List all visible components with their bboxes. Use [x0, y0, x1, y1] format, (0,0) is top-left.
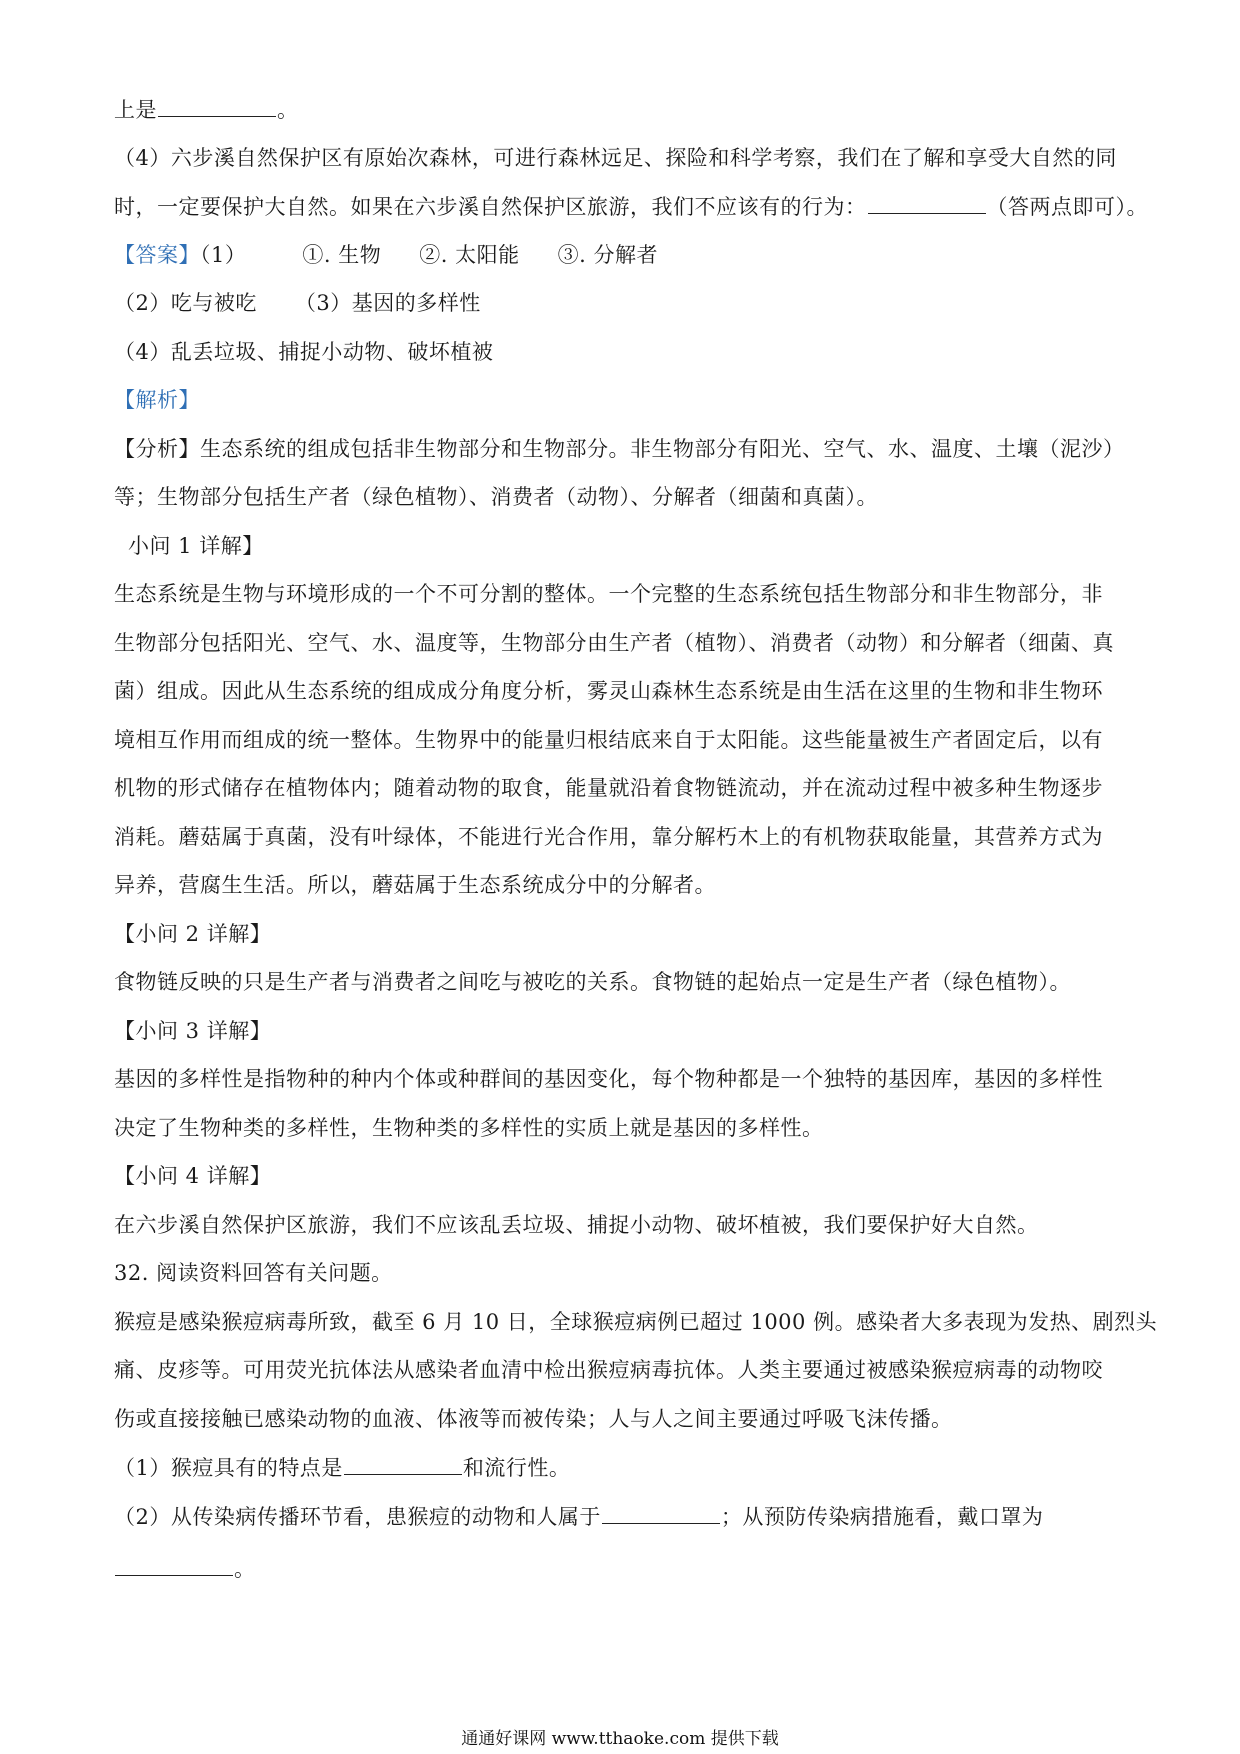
text-line: 痛、皮疹等。可用荧光抗体法从感染者血清中检出猴痘病毒抗体。人类主要通过被感染猴痘病毒的动物咬 — [114, 1358, 1103, 1382]
text-line: 生物部分包括阳光、空气、水、温度等，生物部分由生产者（植物）、消费者（动物）和分解者（细菌、真 — [114, 630, 1114, 655]
question-title: 32. 阅读资料回答有关问题。 — [114, 1261, 393, 1285]
text-line: 伤或直接接触已感染动物的血液、体液等而被传染；人与人之间主要通过呼吸飞沫传播。 — [114, 1406, 953, 1431]
text: 和流行性。 — [462, 1456, 571, 1480]
page-footer: 通通好课网 www.tthaoke.com 提供下载 — [461, 1729, 779, 1749]
text-line — [114, 96, 1134, 122]
question-line — [114, 1503, 1134, 1529]
text-line: 在六步溪自然保护区旅游，我们不应该乱丢垃圾、捕捉小动物、破坏植被，我们要保护好大自然。 — [114, 1212, 1039, 1237]
text: （答两点即可）。 — [986, 195, 1148, 219]
text: 上是 — [114, 98, 157, 122]
section-heading: 【小问 3 详解】 — [114, 1018, 272, 1043]
text-line: 消耗。蘑菇属于真菌，没有叶绿体，不能进行光合作用，靠分解朽木上的有机物获取能量，其营养方式为 — [114, 824, 1103, 849]
text-line: 菌）组成。因此从生态系统的组成成分角度分析，雾灵山森林生态系统是由生活在这里的生物和非生物环 — [114, 679, 1103, 703]
answer-blank — [344, 1454, 462, 1475]
text-line: （4）六步溪自然保护区有原始次森林，可进行森林远足、探险和科学考察，我们在了解和享受大自然的同 — [114, 145, 1117, 170]
text-line: 生态系统是生物与环境形成的一个不可分割的整体。一个完整的生态系统包括生物部分和非生物部分，非 — [114, 582, 1103, 606]
question-line — [114, 1454, 1134, 1480]
text: （2）吃与被吃 — [114, 291, 257, 315]
answer-blank — [868, 193, 986, 214]
text-line: 境相互作用而组成的统一整体。生物界中的能量归根结底来自于太阳能。这些能量被生产者固定后，以有 — [114, 727, 1103, 752]
text-line: 决定了生物种类的多样性，生物种类的多样性的实质上就是基因的多样性。 — [114, 1115, 824, 1140]
section-heading: 【小问 4 详解】 — [114, 1164, 272, 1188]
document-body — [114, 96, 1158, 1603]
text: （2）从传染病传播环节看，患猴痘的动物和人属于 — [114, 1504, 601, 1529]
text-line: 猴痘是感染猴痘病毒所致，截至 6 月 10 日，全球猴痘病例已超过 1000 例。感染者大多表现为发热、剧烈头 — [114, 1309, 1158, 1334]
section-heading: 小问 1 详解】 — [128, 533, 264, 558]
text: 。 — [234, 1556, 256, 1581]
text: （1） — [200, 242, 247, 267]
answer-line — [114, 242, 1134, 268]
answer-line: （4）乱丢垃圾、捕捉小动物、破坏植被 — [114, 339, 494, 364]
text-line: 机物的形式储存在植物体内；随着动物的取食，能量就沿着食物链流动，并在流动过程中被多种生物逐步 — [114, 776, 1103, 800]
text: ③. 分解者 — [557, 242, 658, 267]
answer-blank — [115, 1555, 233, 1576]
text: ②. 太阳能 — [419, 242, 520, 267]
answer-blank — [158, 96, 276, 117]
text-line: 食物链反映的只是生产者与消费者之间吃与被吃的关系。食物链的起始点一定是生产者（绿色植物）。 — [114, 970, 1071, 994]
text-line — [114, 193, 1148, 219]
section-heading: 【小问 2 详解】 — [114, 921, 272, 946]
text: ①. 生物 — [302, 242, 382, 267]
text-line: 【分析】生态系统的组成包括非生物部分和生物部分。非生物部分有阳光、空气、水、温度、土壤（泥沙） — [114, 436, 1125, 461]
text: 。 — [277, 98, 299, 122]
answer-label: 【答案】 — [114, 242, 200, 267]
text-line: 异养，营腐生生活。所以，蘑菇属于生态系统成分中的分解者。 — [114, 873, 716, 897]
question-line — [114, 1555, 1134, 1581]
analysis-label: 【解析】 — [114, 388, 200, 412]
text: ；从预防传染病措施看，戴口罩为 — [720, 1504, 1044, 1529]
answer-line — [114, 290, 1134, 316]
text-line: 等；生物部分包括生产者（绿色植物）、消费者（动物）、分解者（细菌和真菌）。 — [114, 485, 878, 509]
text: 时，一定要保护大自然。如果在六步溪自然保护区旅游，我们不应该有的行为： — [114, 195, 867, 219]
text: （3）基因的多样性 — [294, 291, 481, 315]
answer-blank — [602, 1503, 720, 1524]
text-line: 基因的多样性是指物种的种内个体或种群间的基因变化，每个物种都是一个独特的基因库，基因的多样性 — [114, 1067, 1103, 1091]
text: （1）猴痘具有的特点是 — [114, 1456, 343, 1480]
